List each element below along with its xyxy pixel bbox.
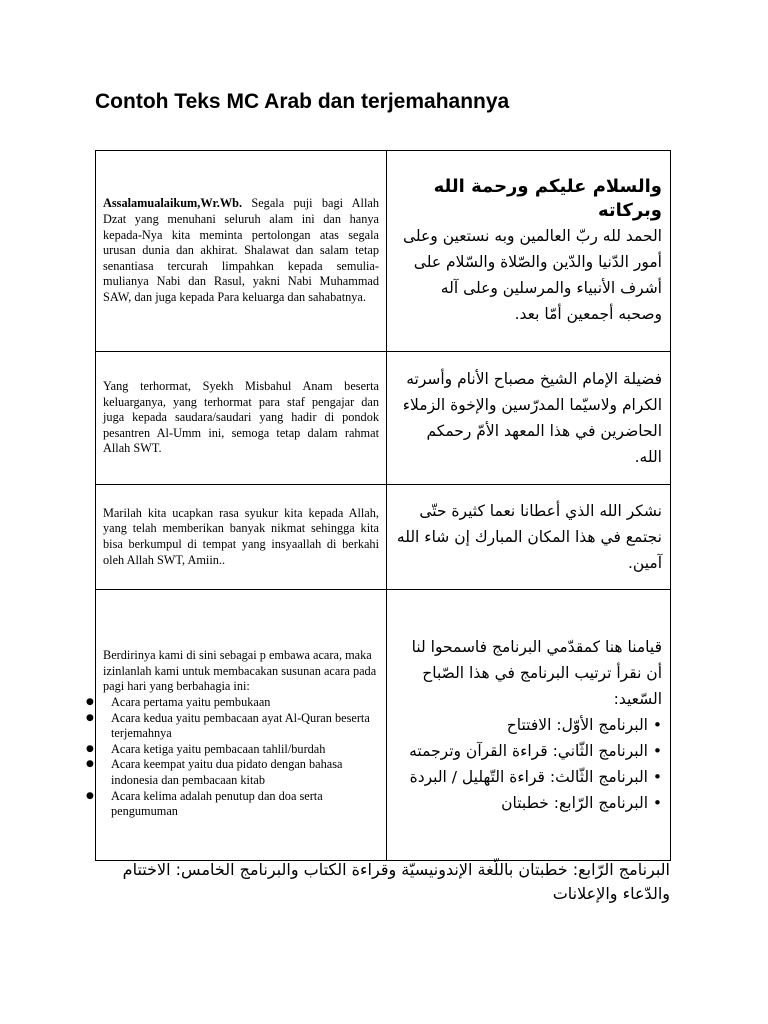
bullet-icon: ● [86, 790, 94, 801]
arabic-text: الحمد لله ربّ العالمين وبه نستعين وعلى أمور الدّنيا والدّين والصّلاة والسّلام على أشرف الأنبياء والمرسلين وعلى آله وصحبه أجمعين أمّا بعد. [403, 227, 662, 323]
arabic-cell [387, 151, 671, 352]
table-row [96, 352, 671, 485]
table-row [96, 151, 671, 352]
list-item: ● Acara keempat yaitu dua pidato dengan bahasa indonesia dan pembacaan kitab [86, 757, 343, 787]
indonesian-cell [96, 352, 387, 485]
bullet-icon: ● [86, 759, 94, 770]
indonesian-cell [86, 590, 387, 861]
page-title: Contoh Teks MC Arab dan terjemahannya [95, 90, 510, 113]
arabic-text: نشكر الله الذي أعطانا نعما كثيرة حتّى نجتمع في هذا المكان المبارك إن شاء الله آمين. [396, 502, 662, 572]
greeting-text: Assalamualaikum,Wr.Wb. [103, 196, 243, 211]
bullet-icon: ● [86, 712, 94, 723]
indonesian-text: Yang terhormat, Syekh Misbahul Anam beserta keluarganya, yang terhormat para staf pengajar dan juga kepada saudara/saudari yang hadir di pondok pesantren Al-Umm ini, semoga tetap dalam rahmat Allah SWT. [103, 379, 379, 456]
arabic-text: قيامنا هنا كمقدّمي البرنامج فاسمحوا لنا أن نقرأ ترتيب البرنامج في هذا الصّباح السّعيد: [411, 638, 662, 708]
indonesian-cell [96, 151, 387, 352]
list-item: ● Acara pertama yaitu pembukaan [86, 695, 271, 710]
list-item: ● Acara kedua yaitu pembacaan ayat Al-Quran beserta terjemahnya [86, 710, 370, 741]
mc-text-table [86, 150, 671, 861]
list-item: • البرنامج الرّابع: خطبتان [395, 790, 662, 816]
list-item: ● Acara kelima adalah penutup dan doa serta pengumuman [86, 788, 323, 819]
list-item: • البرنامج الثّاني: قراءة القرآن وترجمته [395, 738, 662, 764]
indonesian-cell [96, 485, 387, 590]
arabic-cell [387, 485, 671, 590]
arabic-cell [387, 352, 671, 485]
agenda-list [86, 695, 379, 820]
bullet-icon: ● [86, 743, 94, 754]
list-item: ● Acara ketiga yaitu pembacaan tahlil/burdah [86, 741, 326, 756]
arabic-text: فضيلة الإمام الشيخ مصباح الأنام وأسرته الكرام ولاسيّما المدرّسين والإخوة الزملاء الحاضرين في هذا المعهد الأمّ رحمكم الله. [402, 370, 662, 466]
list-item: • البرنامج الثّالث: قراءة التّهليل / البردة [395, 764, 662, 790]
indonesian-text: Segala puji bagi Allah Dzat yang menuhani seluruh alam ini dan hanya kepada-Nya kita meminta pertolongan atas segala urusan dunia dan akhirat. Shalawat dan salam tetap senantiasa tercurah limpahkan kepada semulia-mulianya Nabi dan Rasul, yakni Nabi Muhammad SAW, dan juga kepada Para keluarga dan sahabatnya. [103, 196, 379, 304]
arabic-greeting: والسلام عليكم ورحمة الله وبركاته [433, 176, 662, 221]
overflow-arabic-text: البرنامج الرّابع: خطبتان باللّغة الإندونيسيّة وقراءة الكتاب والبرنامج الخامس: الاختتام والدّعاء والإعلانات [122, 860, 670, 903]
list-item: • البرنامج الأوّل: الافتتاح [395, 712, 662, 738]
bullet-icon: ● [86, 697, 94, 708]
indonesian-text: Berdirinya kami di sini sebagai p embawa acara, maka izinlanlah kami untuk membacakan susunan acara pada pagi hari yang berbahagia ini: [103, 648, 377, 694]
arabic-agenda-list [395, 712, 662, 816]
indonesian-text: Marilah kita ucapkan rasa syukur kita kepada Allah, yang telah memberikan banyak nikmat sehingga kita bisa berkumpul di tempat yang insyaallah di berkahi oleh Allah SWT, Amiin.. [103, 505, 379, 567]
arabic-cell [387, 590, 671, 861]
table-row [96, 590, 671, 861]
table-row [96, 485, 671, 590]
